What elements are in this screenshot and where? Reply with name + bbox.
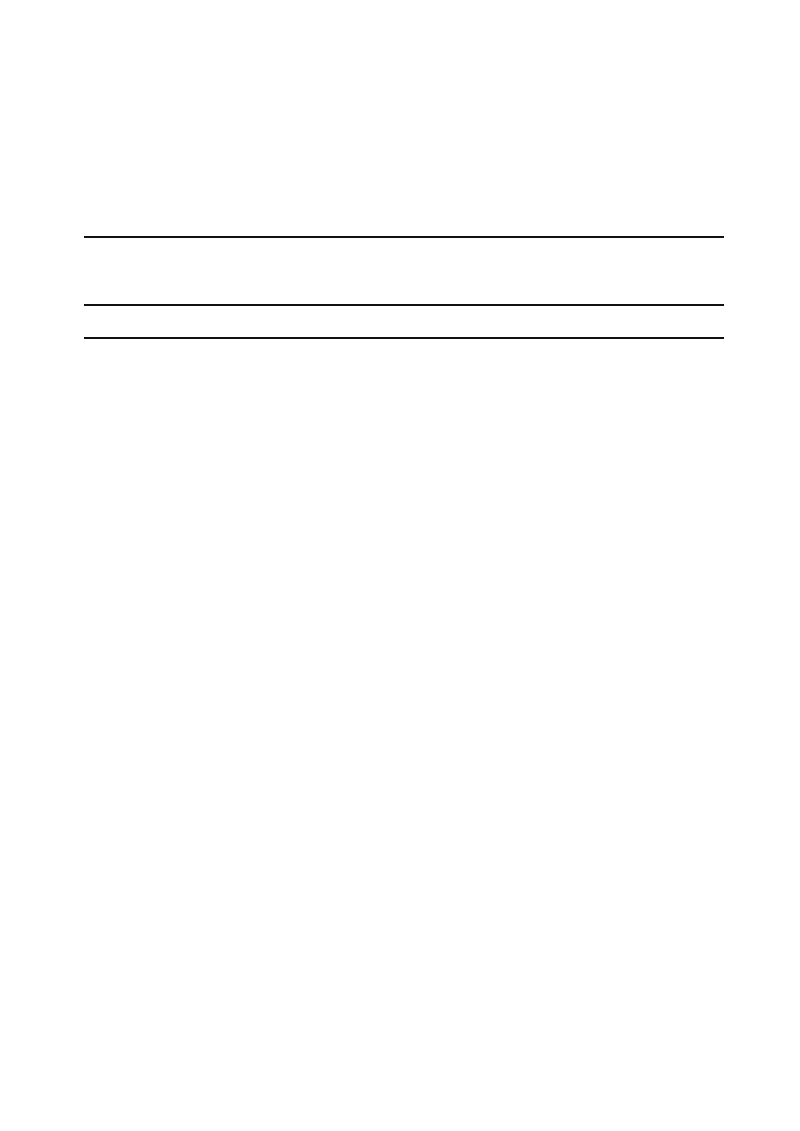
header-top-rule — [84, 304, 724, 306]
header-bottom-rule — [84, 337, 724, 339]
section-divider — [84, 236, 724, 238]
